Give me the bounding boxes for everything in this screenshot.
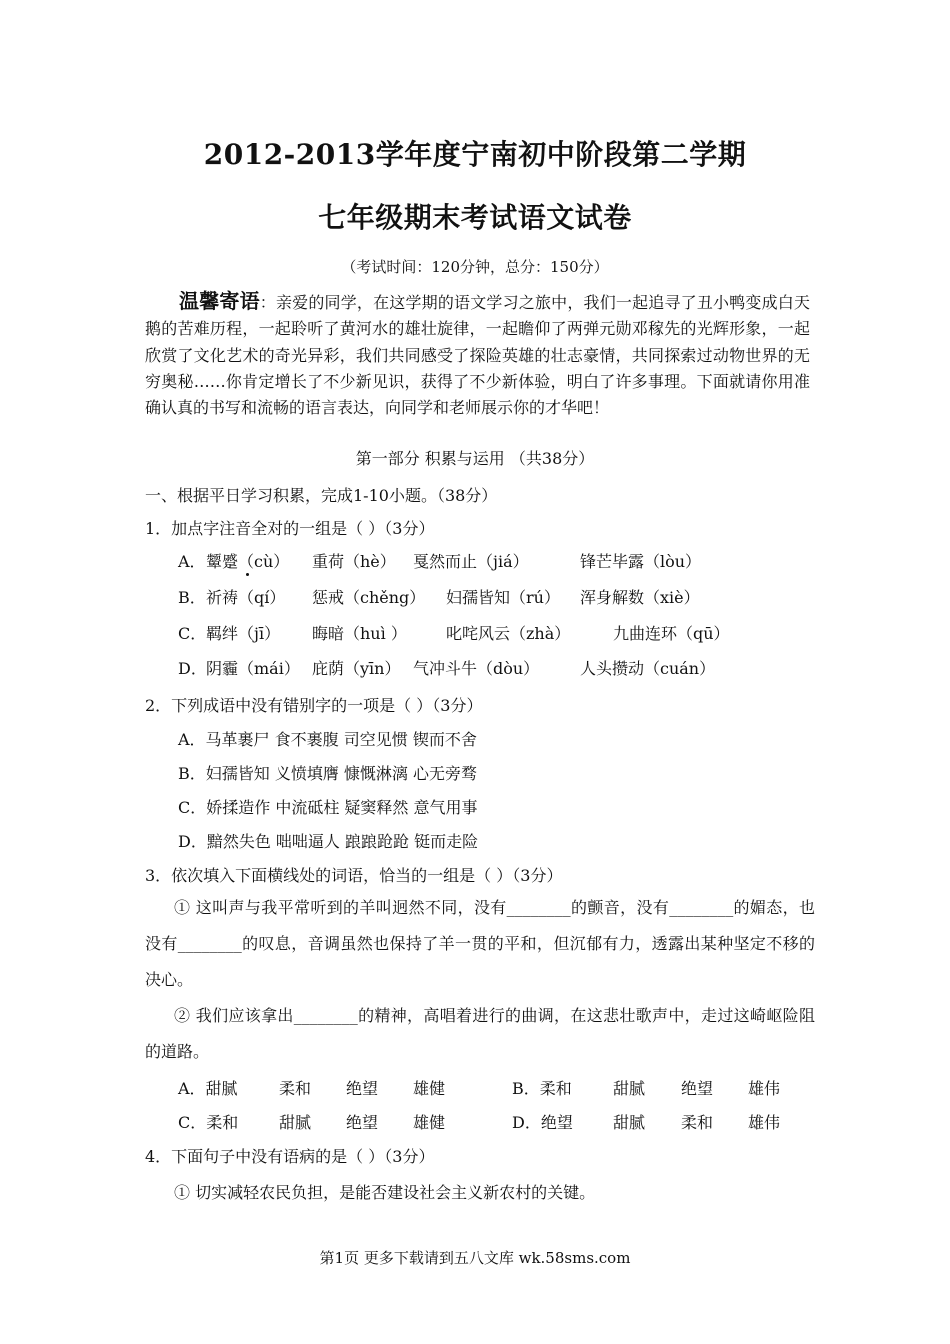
q3-passage-1: ① 这叫声与我平常听到的羊叫迥然不同，没有________的颤音，没有________的媚态，也没有________的叹息，音调虽然也保持了羊一贯的平和，但沉郁有力，透露出某种坚定不移的决心。	[145, 898, 815, 989]
q1-D-label: D．	[178, 659, 207, 678]
q4-stem: 4．下面句子中没有语病的是（ ）（3分）	[145, 1147, 435, 1166]
q3-A-w4: 雄健	[413, 1079, 446, 1098]
q3-passage-2: ② 我们应该拿出________的精神，高唱着进行的曲调，在这悲壮歌声中，走过这崎岖险阻的道路。	[145, 1006, 815, 1061]
section-title: 第一部分 积累与运用 （共38分）	[355, 449, 595, 468]
q1-A-w3: 戛然而止（jiá）	[413, 552, 529, 571]
q1-C-w4: 九曲连环（qū）	[613, 624, 730, 643]
q1-C-label: C．	[178, 624, 207, 643]
title-line-2: 七年级期末考试语文试卷	[318, 201, 632, 234]
part1-instruction: 一、根据平日学习积累，完成1-10小题。（38分）	[145, 486, 498, 505]
q1-A-label: A．	[178, 552, 206, 571]
q3-D-w3: 柔和	[681, 1113, 714, 1132]
q1-D-w4: 人头攒动（cuán）	[580, 659, 716, 678]
q1-C-w1: 羁绊（jī）	[206, 624, 281, 643]
intro-text: ：亲爱的同学，在这学期的语文学习之旅中，我们一起追寻了丑小鸭变成白天鹅的苦难历程，一起聆听了黄河水的雄壮旋律，一起瞻仰了两弹元勋邓稼先的光辉形象，一起欣赏了文化艺术的奇光异彩，我们共同感受了探险英雄的壮志豪情，共同探索过动物世界的无穷奥秘……你肯定增长了不少新见识，获得了不少新体验，明白了许多事理。下面就请你用准确认真的书写和流畅的语言表达，向同学和老师展示你的才华吧！	[145, 293, 810, 418]
q3-C-w2: 甜腻	[279, 1113, 312, 1132]
q4-sentence-1: ① 切实减轻农民负担，是能否建设社会主义新农村的关键。	[174, 1183, 596, 1202]
q1-B-w4: 浑身解数（xiè）	[580, 588, 700, 607]
q1-C-w2: 晦暗（huì ）	[312, 624, 407, 643]
q1-C-w3: 叱咤风云（zhà）	[446, 624, 571, 643]
q3-B-w1: B．柔和	[512, 1079, 572, 1098]
q2-option-D: D．黯然失色 咄咄逼人 踉踉跄跄 铤而走险	[178, 832, 479, 851]
q1-A-w1: 颦蹙（cù）	[206, 552, 290, 571]
exam-info: （考试时间：120分钟，总分：150分）	[341, 258, 609, 276]
q2-stem: 2．下列成语中没有错别字的一项是（ ）（3分）	[145, 696, 483, 715]
q1-B-w1: 祈祷（qí）	[206, 588, 286, 607]
q3-D-w1: D．绝望	[512, 1113, 573, 1132]
q3-A-w3: 绝望	[346, 1079, 379, 1098]
q3-D-w2: 甜腻	[613, 1113, 646, 1132]
q3-B-w4: 雄伟	[748, 1079, 781, 1098]
q2-option-A: A．马革裹尸 食不裹腹 司空见惯 锲而不舍	[178, 730, 477, 749]
q1-A-w4: 锋芒毕露（lòu）	[580, 552, 702, 571]
title-line-1: 2012-2013学年度宁南初中阶段第二学期	[203, 138, 747, 171]
q3-C-w3: 绝望	[346, 1113, 379, 1132]
q1-D-w1: 阴霾（mái）	[206, 659, 300, 678]
q1-B-label: B．	[178, 588, 206, 607]
intro-lead: 温馨寄语	[179, 289, 260, 313]
q2-option-C: C．娇揉造作 中流砥柱 疑窦释然 意气用事	[178, 798, 478, 817]
intro-paragraph	[145, 288, 810, 421]
q3-B-w3: 绝望	[681, 1079, 714, 1098]
q3-stem: 3．依次填入下面横线处的词语，恰当的一组是（ ）（3分）	[145, 866, 563, 885]
q1-B-w3: 妇孺皆知（rú）	[446, 588, 560, 607]
q2-option-B: B．妇孺皆知 义愤填膺 慷慨淋漓 心无旁骛	[178, 764, 478, 783]
q1-A-w2: 重荷（hè）	[312, 552, 396, 571]
q1-D-w2: 庇荫（yīn）	[312, 659, 401, 678]
q3-C-w4: 雄健	[413, 1113, 446, 1132]
q3-D-w4: 雄伟	[748, 1113, 781, 1132]
q1-D-w3: 气冲斗牛（dòu）	[413, 659, 540, 678]
q3-A-w1: A．甜腻	[178, 1079, 238, 1098]
page-footer: 第1页 更多下载请到五八文库 wk.58sms.com	[319, 1249, 631, 1267]
q1-B-w2: 惩戒（chěng）	[312, 588, 426, 607]
q1-stem: 1．加点字注音全对的一组是（ ）（3分）	[145, 519, 435, 538]
q3-A-w2: 柔和	[279, 1079, 312, 1098]
q3-C-w1: C．柔和	[178, 1113, 239, 1132]
q3-B-w2: 甜腻	[613, 1079, 646, 1098]
